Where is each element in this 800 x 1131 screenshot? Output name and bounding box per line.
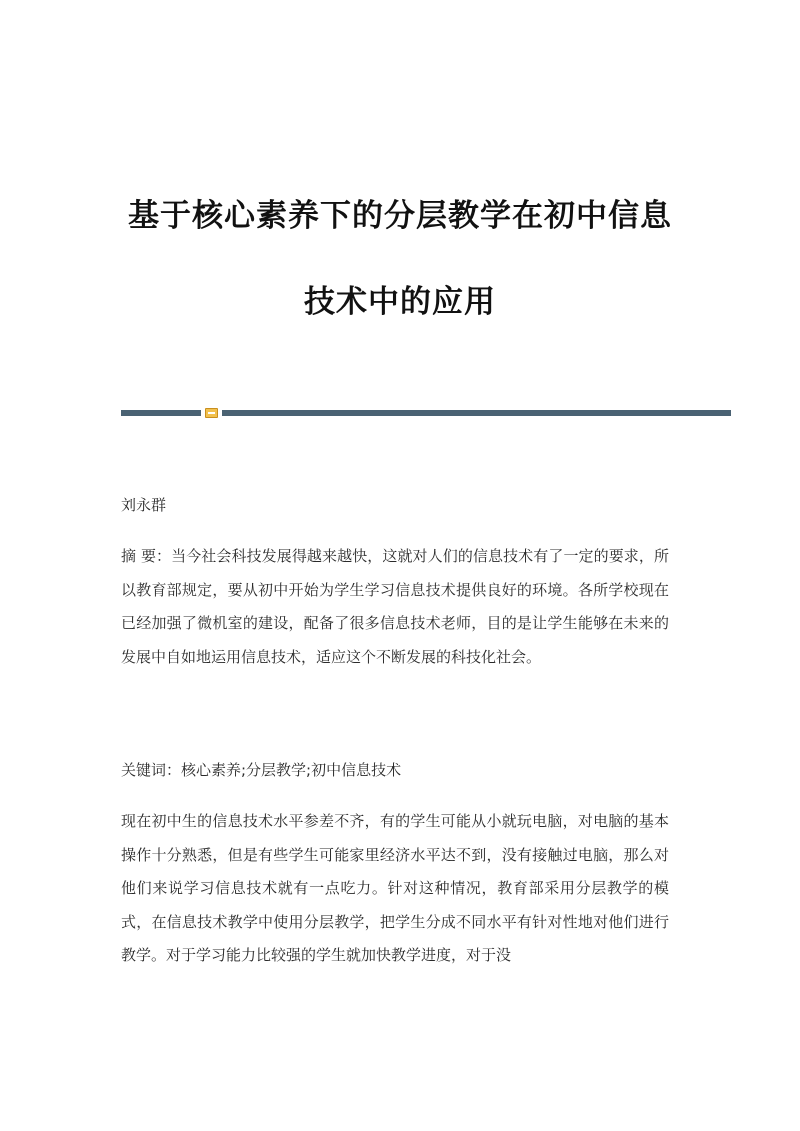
document-title-line-2: 技术中的应用: [304, 284, 496, 320]
title-divider: [121, 408, 731, 420]
keywords-line: 关键词：核心素养;分层教学;初中信息技术: [121, 761, 402, 779]
abstract-paragraph: 摘 要：当今社会科技发展得越来越快，这就对人们的信息技术有了一定的要求，所以教育部规定，要从初中开始为学生学习信息技术提供良好的环境。各所学校现在已经加强了微机室的建设，配备了很多信息技术老师，目的是让学生能够在未来的发展中自如地运用信息技术，适应这个不断发展的科技化社会。: [121, 547, 669, 666]
author-name: 刘永群: [121, 496, 167, 514]
divider-bar-right: [222, 410, 731, 416]
body-paragraph: 现在初中生的信息技术水平参差不齐，有的学生可能从小就玩电脑，对电脑的基本操作十分熟悉，但是有些学生可能家里经济水平达不到，没有接触过电脑，那么对他们来说学习信息技术就有一点吃力。针对这种情况，教育部采用分层教学的模式，在信息技术教学中使用分层教学，把学生分成不同水平有针对性地对他们进行教学。对于学习能力比较强的学生就加快教学进度，对于没: [121, 812, 669, 964]
document-title-line-1: 基于核心素养下的分层教学在初中信息: [128, 198, 672, 234]
divider-bar-left: [121, 410, 201, 416]
envelope-icon: [205, 408, 218, 418]
